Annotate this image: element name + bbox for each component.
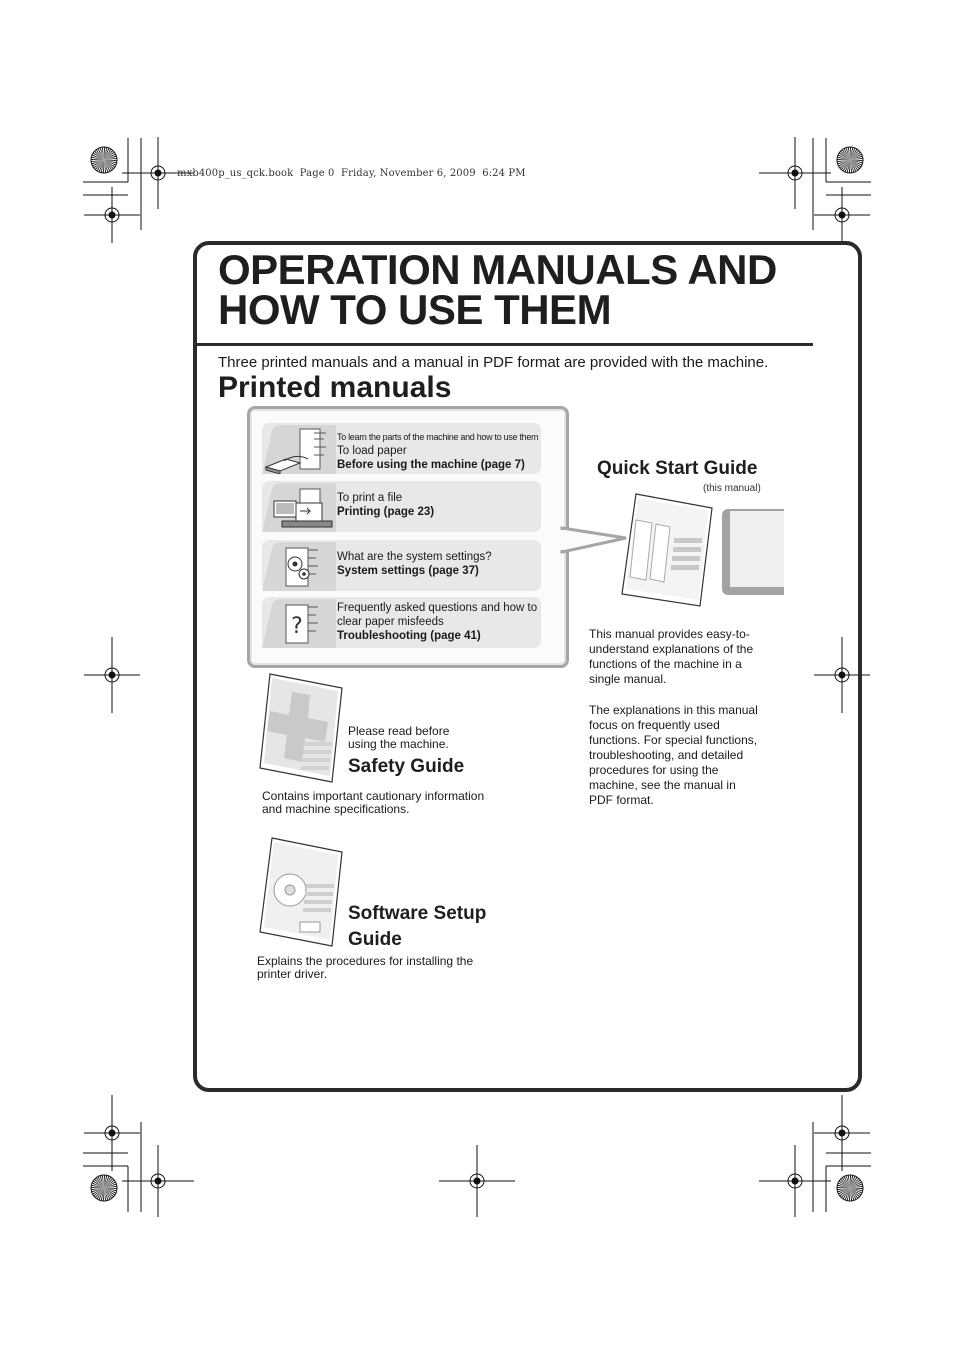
quick-start-guide-title: Quick Start Guide (597, 458, 758, 479)
safety-guide-title: Safety Guide (348, 756, 465, 777)
contents-row-troubleshooting[interactable] (262, 597, 541, 648)
paper-loading-icon (262, 423, 336, 474)
registration-starburst (91, 1175, 117, 1201)
chapter-tab (722, 509, 784, 595)
description-line: procedures for using the (589, 763, 719, 777)
section-heading: Printed manuals (218, 371, 452, 404)
svg-text:?: ? (291, 614, 303, 639)
row-link[interactable]: Troubleshooting (page 41) (337, 630, 481, 642)
safety-guide-description (262, 790, 484, 816)
row-line-2: To load paper (337, 445, 407, 457)
contents-row-system-settings[interactable] (262, 540, 541, 591)
description-line: The explanations in this manual (589, 703, 758, 717)
note-line: Please read before (348, 724, 450, 738)
description-line: PDF format. (589, 793, 654, 807)
page-title (218, 246, 818, 333)
title-line: Guide (348, 929, 402, 950)
quick-start-description (589, 627, 779, 808)
registration-starburst (837, 1175, 863, 1201)
description-line: troubleshooting, and detailed (589, 748, 744, 762)
quick-start-booklet-illustration (616, 490, 716, 610)
description-line: and machine specifications. (262, 802, 410, 816)
software-setup-guide-title (348, 901, 486, 953)
description-line: functions. For special functions, (589, 733, 758, 747)
row-link[interactable]: Printing (page 23) (337, 506, 435, 518)
row-line-1: To print a file (337, 492, 403, 504)
contents-row-printing[interactable] (262, 481, 541, 532)
question-mark-icon (262, 597, 336, 648)
row-line-2: clear paper misfeeds (337, 616, 444, 628)
description-line: This manual provides easy-to- (589, 627, 750, 641)
row-link[interactable]: Before using the machine (page 7) (337, 459, 525, 471)
description-line: Contains important cautionary information (262, 789, 485, 803)
quick-start-guide-note: (this manual) (703, 483, 761, 494)
description-line: machine, see the manual in (589, 778, 736, 792)
description-line: printer driver. (257, 967, 328, 981)
description-line: single manual. (589, 672, 667, 686)
intro-text: Three printed manuals and a manual in PDF format are provided with the machine. (218, 354, 769, 371)
row-line-1: To learn the parts of the machine and how to use them (337, 432, 539, 442)
title-line: Software Setup (348, 903, 487, 924)
page-title-line-2: HOW TO USE THEM (218, 286, 612, 333)
safety-guide-note (348, 725, 449, 751)
note-line: using the machine. (348, 737, 449, 751)
registration-starburst (837, 147, 863, 173)
safety-guide-booklet-illustration (258, 672, 344, 784)
row-link[interactable]: System settings (page 37) (337, 565, 479, 577)
title-rule (197, 343, 813, 346)
file-slug-line: mxb400p_us_qck.book Page 0 Friday, November 6, 2009 6:24 PM (177, 168, 526, 179)
description-line: understand explanations of the (589, 642, 754, 656)
printer-icon (262, 481, 336, 532)
description-line: functions of the machine in a (589, 657, 742, 671)
software-setup-guide-description (257, 955, 473, 981)
row-line-1: Frequently asked questions and how to (337, 602, 538, 614)
settings-gears-icon (262, 540, 336, 591)
description-line: focus on frequently used (589, 718, 720, 732)
contents-row-before-using[interactable] (262, 423, 541, 474)
registration-starburst (91, 147, 117, 173)
software-setup-guide-booklet-illustration (256, 836, 346, 948)
page-title-line-1: OPERATION MANUALS AND (218, 246, 777, 293)
description-line: Explains the procedures for installing the (257, 954, 474, 968)
row-line-1: What are the system settings? (337, 551, 492, 563)
